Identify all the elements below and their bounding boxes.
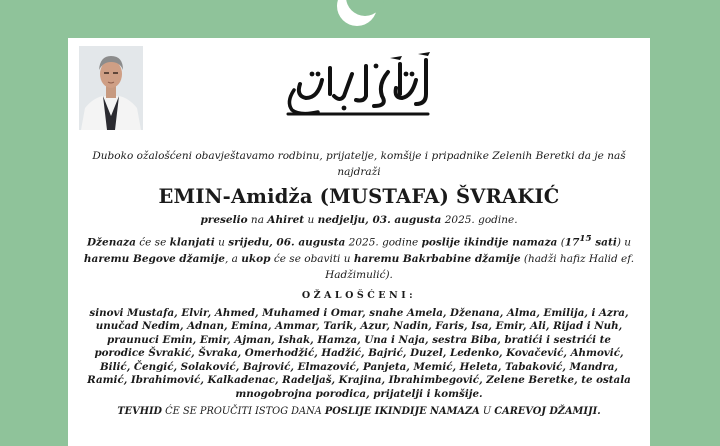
funeral-info <box>82 231 636 283</box>
obituary-card <box>68 38 650 446</box>
deceased-photo <box>79 46 143 130</box>
funeral-part: u <box>214 236 229 249</box>
funeral-part: klanjati <box>169 236 215 249</box>
funeral-part: sati <box>591 236 617 249</box>
funeral-part: ukop <box>241 252 271 265</box>
tevhid-part: U <box>479 406 495 417</box>
funeral-time-hour: 17 <box>564 236 580 249</box>
mourners-list: sinovi Mustafa, Elvir, Ahmed, Muhamed i Omar, snahe Amela, Dženana, Alma, Emilija, i Azra, unučad Nedim, Adnan, Emina, Ammar, Tarik, Azur, Nadin, Faris, Isa, Emir, Ali, Rijad i Nuh, praunuci Emin, Emir, Ajman, Ishak, Hamza, Una i Naja, sestra Biba, bratići i sestrići te porodice Švrakić, Švraka, Omerhodžić, Hadžić, Bajrić, Duzel, Ledenko, Kovačević, Ahmović, Bilić, Čengić, Solaković, Bajrović, Elmazović, Panjeta, Memić, Heleta, Tabaković, Mandra, Ramić, Ibrahimović, Kalkadenac, Radeljaš, Krajina, Ibrahimbegović, Zelene Beretke, te ostala mnogobrojna porodica, prijatelji i komšije. <box>87 306 631 400</box>
tevhid-part: ĆE SE PROUČITI ISTOG DANA <box>162 406 325 417</box>
tevhid-part: POSLIJE IKINDIJE NAMAZA <box>324 406 480 417</box>
death-line-part: nedjelju, 03. augusta <box>317 214 442 226</box>
obituary-text <box>82 148 636 419</box>
death-line-part: Ahiret <box>267 214 305 226</box>
funeral-part: ( <box>557 236 565 249</box>
funeral-part: haremu Bakrbabine džamije <box>353 252 521 265</box>
funeral-part: će se <box>135 236 170 249</box>
funeral-part: poslije ikindije namaza <box>421 236 558 249</box>
funeral-part: Dženaza <box>86 236 136 249</box>
funeral-part: 2025. godine <box>345 236 422 249</box>
death-line-part: 2025. godine. <box>441 214 518 226</box>
arabic-calligraphy-icon <box>278 50 438 122</box>
death-line-part: u <box>304 214 318 226</box>
intro-text: Duboko ožalošćeni obavještavamo rodbinu, prijatelje, komšije i pripadnike Zelenih Beretki da je naš najdraži <box>92 150 626 178</box>
funeral-part: (hadži hafiz Halid ef. Hadžimulić). <box>325 252 635 281</box>
funeral-part: će se obaviti u <box>270 252 354 265</box>
deceased-name: EMIN-Amidža (MUSTAFA) ŠVRAKIĆ <box>158 185 560 208</box>
death-line-part: na <box>247 214 268 226</box>
funeral-part: , a <box>224 252 242 265</box>
death-line <box>82 212 636 228</box>
death-line-part: preselio <box>200 214 248 226</box>
tevhid-part: CAREVOJ DŽAMIJI. <box>494 406 601 417</box>
funeral-part: srijedu, 06. augusta <box>228 236 346 249</box>
tevhid-info <box>82 405 636 419</box>
mourners-heading: OŽALOŠĆENI: <box>301 289 417 301</box>
funeral-part: haremu Begove džamije <box>83 252 225 265</box>
funeral-time-minutes: 15 <box>579 234 592 244</box>
tevhid-part: TEVHID <box>117 406 163 417</box>
crescent-moon-icon <box>337 0 377 26</box>
funeral-part: ) u <box>616 236 632 249</box>
